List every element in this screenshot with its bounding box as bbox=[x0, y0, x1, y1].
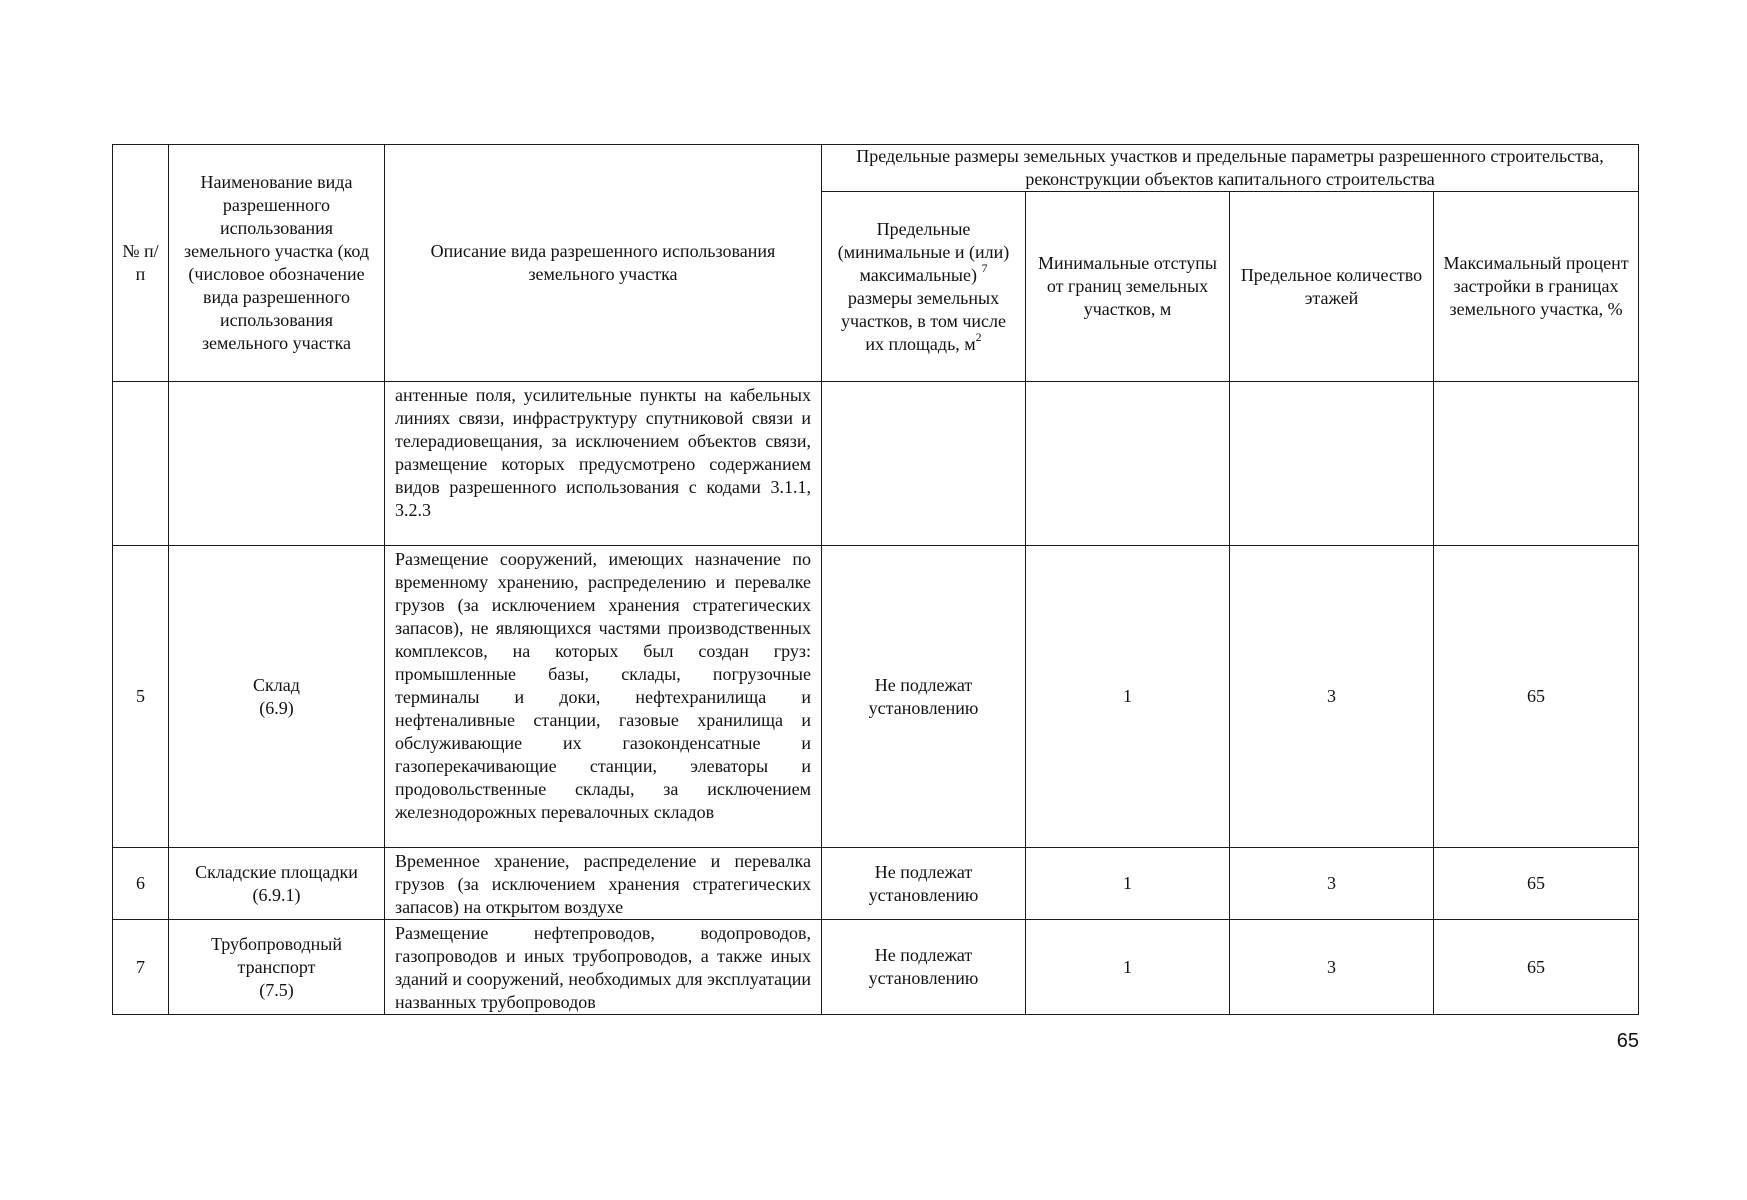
table-header-row bbox=[113, 145, 1639, 192]
cell-num: 7 bbox=[113, 920, 169, 1015]
cell-sizes: Не подлежат установлению bbox=[822, 546, 1026, 848]
table-row bbox=[113, 848, 1639, 920]
cell-name-text: Складские площадки bbox=[195, 861, 358, 882]
cell-coverage: 65 bbox=[1434, 848, 1639, 920]
cell-floors: 3 bbox=[1230, 848, 1434, 920]
cell-floors bbox=[1230, 382, 1434, 546]
header-description: Описание вида разрешенного использования земельного участка bbox=[385, 145, 822, 382]
cell-sizes: Не подлежат установлению bbox=[822, 920, 1026, 1015]
cell-setbacks: 1 bbox=[1026, 848, 1230, 920]
cell-description: Временное хранение, распределение и перевалка грузов (за исключением хранения стратегических запасов) на открытом воздухе bbox=[385, 848, 822, 920]
cell-floors: 3 bbox=[1230, 546, 1434, 848]
cell-floors: 3 bbox=[1230, 920, 1434, 1015]
cell-num: 6 bbox=[113, 848, 169, 920]
cell-description: антенные поля, усилительные пункты на кабельных линиях связи, инфраструктуру спутниковой связи и телерадиовещания, за исключением объектов связи, размещение которых предусмотрено содержанием видов разрешенного использования с кодами 3.1.1, 3.2.3 bbox=[385, 382, 822, 546]
header-name: Наименование вида разрешенного использования земельного участка (код (числовое обозначение вида разрешенного использования земельного участка bbox=[169, 145, 385, 382]
cell-code: (7.5) bbox=[259, 979, 294, 1000]
cell-setbacks bbox=[1026, 382, 1230, 546]
cell-num: 5 bbox=[113, 546, 169, 848]
header-setbacks: Минимальные отступы от границ земельных участков, м bbox=[1026, 192, 1230, 382]
header-floors: Предельное количество этажей bbox=[1230, 192, 1434, 382]
header-sizes bbox=[822, 192, 1026, 382]
cell-name-text: Трубопроводный транспорт bbox=[210, 933, 342, 977]
header-sizes-tail: размеры земельных участков, в том числе их площадь, м bbox=[840, 287, 1007, 354]
header-coverage: Максимальный процент застройки в границах земельного участка, % bbox=[1434, 192, 1639, 382]
cell-code: (6.9) bbox=[259, 697, 294, 718]
cell-coverage: 65 bbox=[1434, 920, 1639, 1015]
cell-description: Размещение сооружений, имеющих назначение по временному хранению, распределению и перевалке грузов (за исключением хранения стратегических запасов), не являющихся частями производственных комплексов, на которых был создан груз: промышленные базы, склады, погрузочные терминалы и доки, нефтехранилища и нефтеналивные станции, газовые хранилища и обслуживающие их газоконденсатные и газоперекачивающие станции, элеваторы и продовольственные склады, за исключением железнодорожных перевалочных складов bbox=[385, 546, 822, 848]
table-row bbox=[113, 546, 1639, 848]
cell-name bbox=[169, 848, 385, 920]
header-sizes-text: Предельные (минимальные и (или) максимальные) bbox=[837, 218, 1010, 285]
cell-setbacks: 1 bbox=[1026, 920, 1230, 1015]
header-sizes-unit-sup: 2 bbox=[975, 329, 982, 344]
cell-name-text: Склад bbox=[253, 674, 300, 695]
cell-sizes bbox=[822, 382, 1026, 546]
cell-coverage bbox=[1434, 382, 1639, 546]
page-number: 65 bbox=[1616, 1030, 1639, 1052]
header-group: Предельные размеры земельных участков и предельные параметры разрешенного строительства, реконструкции объектов капитального строительства bbox=[822, 145, 1639, 192]
cell-setbacks: 1 bbox=[1026, 546, 1230, 848]
header-sizes-footnote: 7 bbox=[981, 260, 988, 275]
header-num: № п/п bbox=[113, 145, 169, 382]
land-use-regulations-table bbox=[112, 144, 1639, 1015]
cell-code: (6.9.1) bbox=[252, 884, 301, 905]
cell-coverage: 65 bbox=[1434, 546, 1639, 848]
cell-sizes: Не подлежат установлению bbox=[822, 848, 1026, 920]
cell-name bbox=[169, 546, 385, 848]
table-row bbox=[113, 382, 1639, 546]
cell-name bbox=[169, 920, 385, 1015]
cell-description: Размещение нефтепроводов, водопроводов, газопроводов и иных трубопроводов, а также иных зданий и сооружений, необходимых для эксплуатации названных трубопроводов bbox=[385, 920, 822, 1015]
cell-name bbox=[169, 382, 385, 546]
table-row bbox=[113, 920, 1639, 1015]
cell-num bbox=[113, 382, 169, 546]
